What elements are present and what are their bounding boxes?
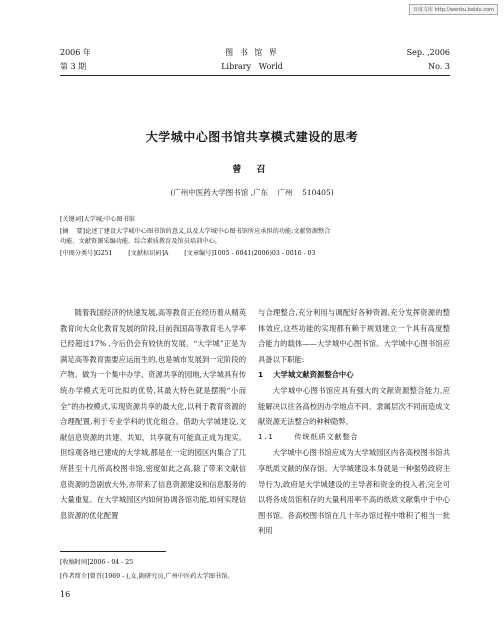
article-author: 曾 召: [232, 165, 272, 175]
classification-line: [中图分类号]G251 [文献标识码]A [文章编号]1005 - 6041(2006)03 - 0016 - 03: [60, 250, 316, 257]
body-paragraph: 大学城中心图书馆应具有强大的文献资源整合能力,应能解决以往各高校因办学地点不同、隶属层次不同而造成文献资源无法整合的种种隐弊。: [258, 385, 450, 427]
abstract-line-1: [摘 要]论述了建设大学城中心图书馆的意义,以及大学城中心图书馆所应承担的功能:文献资源整合: [60, 228, 331, 235]
body-paragraph: 随着我国经济的快速发展,高等教育正在经历着从精英教育向大众化教育发展的阶段,目前我国高等教育毛入学率已经超过17% ,今后仍会有较快的发展。“大学城”正是为满足高等教育需要应运而生的,也是城市发展到一定阶段的产物。做为一个集中办学、资源共享的园地,大学城具有传统办学模式无可比拟的优势,其最大特色就是摆脱“小而全”的办校模式,实现资源共享的最大化,以利于教育资源的合理配置,利于专业学科的优化组合。借助大学城建设,文献信息资源的共建、共知、共享就有可能真正成为现实。但综观各地已建成的大学城,都是在一定的园区内集合了几所甚至十几所高校图书馆,密度如此之高,除了带来文献信息资源的急剧放大外,亦带来了信息资源建设和信息服务的大量重复。在大学城园区内如何协调各馆功能,如何实现信息资源的优化配置: [60, 308, 246, 520]
body-column-right: [258, 305, 450, 539]
section-heading-1: 1 大学城文献资源整合中心: [258, 370, 354, 380]
footnote-author-bio: [作者简介]曾召(1969 - ),女,副研究员,广州中医药大学图书馆。: [60, 573, 234, 580]
header-issue: 第 3 期: [60, 62, 87, 71]
journal-name-cn: 图 书 馆 界: [225, 48, 279, 57]
header-left: [60, 48, 91, 72]
author-affiliation: (广州中医药大学图书馆 ,广东 广州 510405): [170, 188, 334, 197]
body-paragraph-continued: 与合理整合,充分利用与调配好各种资源,充分发挥资源的整体效应,这些功能的实现都有赖于规划建立一个具有高度整合能力的载体——大学城中心图书馆。大学城中心图书馆应具备以下职能:: [258, 308, 450, 364]
footnote-rule: [60, 551, 166, 552]
header-rule: [60, 75, 450, 76]
footnote-received: [收稿时间]2006 - 04 - 25: [60, 559, 134, 566]
header-center: [180, 48, 324, 72]
journal-name-en: Library World: [221, 62, 283, 71]
body-paragraph: 大学城中心图书馆应成为大学城园区内各高校图书馆共享纸质文献的保存馆。大学城建设本身就是一种强势政府主导行为,政府是大学城建设的主导者和资金的投入者,完全可以将各成员馆积存的大量利用率不高的纸质文献集中于中心图书馆。各高校图书馆在几十年办馆过程中堆积了相当一批利用: [258, 448, 450, 536]
article-meta: [60, 215, 450, 259]
header-number: No. 3: [428, 62, 450, 71]
page-number: 16: [60, 590, 71, 599]
header-date: Sep. ,2006: [406, 48, 450, 57]
body-column-left: [60, 305, 246, 523]
keywords: [关键词]大学城;中心图书馆: [60, 216, 135, 223]
watermark-stamp: 百度文库 http://wenku.baidu.com: [409, 4, 498, 15]
header-year: 2006 年: [60, 48, 91, 57]
abstract-line-2: 功能、文献资源采编功能、综合素质教育及馆员培训中心。: [60, 238, 221, 245]
article-title: 大学城中心图书馆共享模式建设的思考: [145, 130, 359, 144]
section-heading-1-1: 1.1 传统纸质文献整合: [258, 432, 359, 441]
header-right: [407, 48, 450, 72]
